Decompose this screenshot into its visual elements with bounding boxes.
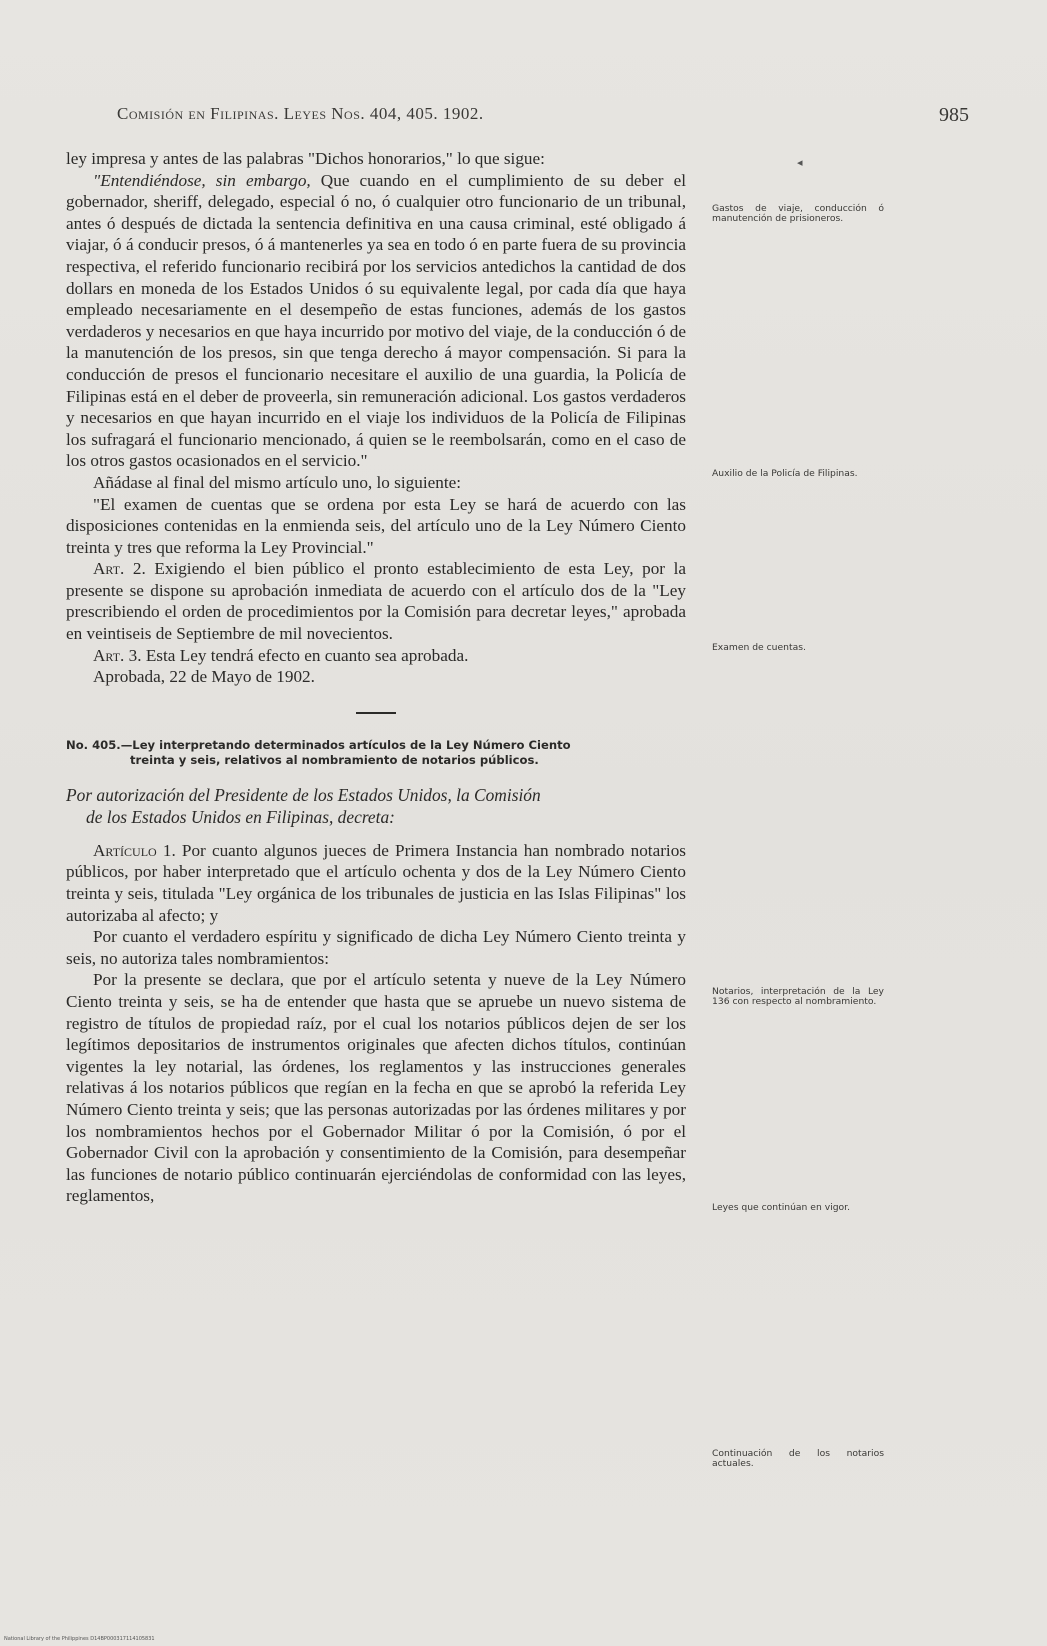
law-title-line: No. 405.—Ley interpretando determinados artículos de la Ley Número Ciento — [66, 737, 571, 752]
margin-note: Leyes que continúan en vigor. — [712, 1202, 850, 1213]
ink-mark: ◂ — [797, 157, 803, 169]
margin-note: Notarios, interpretación de la Ley 136 con respecto al nombramiento. — [712, 986, 884, 1008]
article-label: Art. 2. — [93, 559, 146, 579]
article-label: Art. 3. — [93, 645, 142, 665]
paragraph: "El examen de cuentas que se ordena por esta Ley se hará de acuerdo con las disposiciones contenidas en la enmienda seis, del artículo uno de la Ley Número Ciento treinta y tres que reforma la Ley Provincial." — [66, 494, 686, 557]
italic-lead: "Entendiéndose, sin embargo, — [93, 170, 311, 190]
enacting-line: Por autorización del Presidente de los Estados Unidos, la Comisión — [66, 784, 541, 805]
margin-note: Examen de cuentas. — [712, 642, 806, 653]
page-number: 985 — [939, 104, 969, 126]
paragraph: Por la presente se declara, que por el artículo setenta y nueve de la Ley Número Ciento treinta y seis, se ha de entender que hasta que se apruebe un nuevo sistema de registro de títulos de propiedad raíz, por el cual los notarios públicos dejen de ser los legítimos depositarios de instrumentos originales que afecten dichos títulos, continúan vigentes la ley notarial, las órdenes, los reglamentos y las instrucciones generales relativas á los notarios públicos que regían en la fecha en que se aprobó la referida Ley Número Ciento treinta y seis; que las personas autorizadas por las órdenes militares y por los nombramientos hechos por el Gobernador Militar ó por la Comisión, ó por el Gobernador Civil con la aprobación y consentimiento de la Comisión, para desempeñar las funciones de notario público continuarán ejerciéndolas de conformidad con las leyes, reglamentos, — [66, 970, 686, 1206]
main-text — [66, 148, 686, 1207]
law-title — [66, 738, 686, 768]
paragraph: ley impresa y antes de las palabras "Dichos honorarios," lo que sigue: — [66, 149, 545, 168]
paragraph-text: Esta Ley tendrá efecto en cuanto sea aprobada. — [141, 645, 469, 665]
enacting-clause — [66, 784, 686, 828]
law-title-line: treinta y seis, relativos al nombramiento de notarios públicos. — [130, 752, 539, 767]
margin-note: Continuación de los notarios actuales. — [712, 1448, 884, 1470]
enacting-line: de los Estados Unidos en Filipinas, decreta: — [86, 806, 395, 827]
paragraph: Añádase al final del mismo artículo uno, lo siguiente: — [93, 472, 462, 492]
running-title: Comisión en Filipinas. Leyes Nos. 404, 405. 1902. — [117, 104, 484, 123]
paragraph — [66, 170, 686, 472]
approval-date: Aprobada, 22 de Mayo de 1902. — [93, 667, 315, 687]
paragraph: Por cuanto el verdadero espíritu y significado de dicha Ley Número Ciento treinta y seis, no autoriza tales nombramientos: — [66, 927, 686, 968]
margin-note: Auxilio de la Policía de Filipinas. — [712, 468, 858, 479]
archive-footer: National Library of the Philippines D14BP000317114105831 — [4, 1636, 155, 1642]
paragraph-text: Que cuando en el cumplimiento de su deber el gobernador, sheriff, delegado, especial ó no, ó cualquier otro funcionario de un tribunal, antes ó después de dictada la sentencia definitiva en una causa criminal, esté obligado á viajar, ó á conducir presos, ó á mantenerles ya sea en todo ó en parte fuera de su provincia respectiva, el referido funcionario recibirá por los servicios antedichos la cantidad de dos dollars en moneda de los Estados Unidos ó su equivalente legal, por cada día que haya empleado necesariamente en el desempeño de estas funciones, además de los gastos verdaderos y necesarios en que haya incurrido por motivo del viaje, de la conducción ó de la manutención de los presos, sin que tenga derecho á mayor compensación. Si para la conducción de presos el funcionario necesitare el auxilio de una guardia, la Policía de Filipinas está en el deber de proveerla, sin remuneración adicional. Los gastos verdaderos y necesarios en que hayan incurrido en el viaje los individuos de la Policía de Filipinas los sufragará el funcionario mencionado, á quien se le reembolsarán, como en el caso de los otros gastos ocasionados en el servicio." — [66, 170, 686, 471]
paragraph-text: Por cuanto algunos jueces de Primera Instancia han nombrado notarios públicos, por haber interpretado que el artículo ochenta y dos de la Ley Número Ciento treinta y seis, titulada "Ley orgánica de los tribunales de justicia en las Islas Filipinas" los autorizaba al afecto; y — [66, 840, 686, 925]
article-label: Artículo 1. — [93, 840, 176, 860]
margin-note: Gastos de viaje, conducción ó manutención de prisioneros. — [712, 203, 884, 225]
paragraph — [66, 558, 686, 644]
paragraph — [66, 840, 686, 926]
paragraph — [66, 645, 686, 667]
paragraph-text: Exigiendo el bien público el pronto establecimiento de esta Ley, por la presente se dispone su aprobación inmediata de acuerdo con el artículo dos de la "Ley prescribiendo el orden de procedimientos por la Comisión para decretar leyes," aprobada en veintiseis de Septiembre de mil novecientos. — [66, 559, 686, 644]
section-divider — [356, 712, 396, 714]
